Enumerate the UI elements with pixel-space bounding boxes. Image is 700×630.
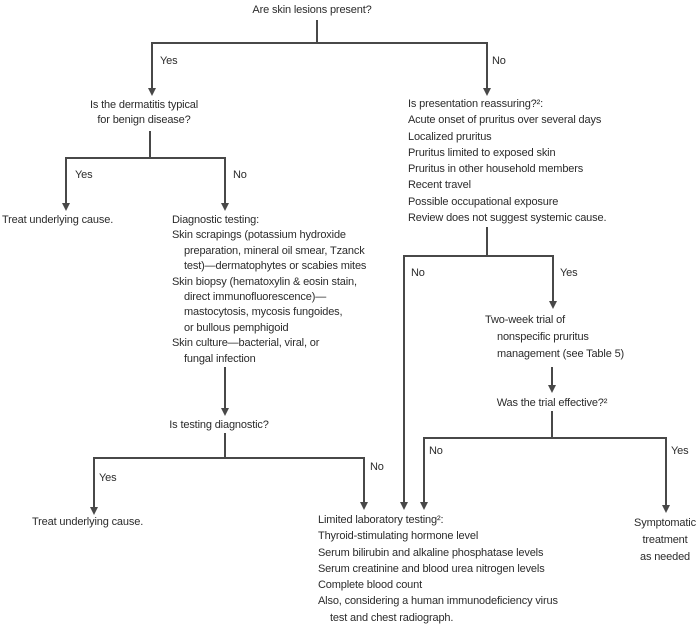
dermatitis-no-line [224,157,226,204]
effective-no-line [423,437,425,503]
edge-label-no: No [429,445,443,457]
dermatitis-stem-line [149,131,151,159]
effective-no-arrowhead-icon [420,502,428,510]
testing-no-line [363,457,365,503]
root-stem-line [316,20,318,44]
edge-label-yes: Yes [160,55,178,67]
reassuring-no-line [403,255,405,503]
root-no-arrowhead-icon [483,88,491,96]
reassuring-no-arrowhead-icon [400,502,408,510]
node-diagnostic-testing: Diagnostic testing: Skin scrapings (potassium hydroxide preparation, mineral oil smear, Tzanck test)—dermatophytes or scabies mites Skin biopsy (hematoxylin & eosin stain, direct immunofluorescence)— mastocytosis, mycosis fungoides, or bullous pemphigoid Skin culture—bacterial, viral, or fungal infection [172,214,367,365]
testing-split-bar [93,457,365,459]
edge-label-yes: Yes [99,472,117,484]
edge-label-yes: Yes [75,169,93,181]
node-symptomatic-treatment: Symptomatic treatment as needed [634,517,696,563]
effective-yes-arrowhead-icon [662,505,670,513]
testing-stem-line [224,433,226,459]
edge-label-yes: Yes [671,445,689,457]
reassuring-yes-line [552,255,554,302]
node-trial-effective-question: Was the trial effective?² [496,397,608,409]
trial-to-question-arrowhead-icon [548,385,556,393]
testing-yes-line [93,457,95,508]
trial-to-question-line [551,367,553,386]
effective-stem-line [551,411,553,439]
node-treat-underlying-bottom: Treat underlying cause. [32,516,144,528]
diagnostic-to-question-line [224,367,226,409]
root-yes-line [151,42,153,89]
effective-split-bar [423,437,667,439]
node-dermatitis-question: Is the dermatitis typical for benign disease? [89,99,199,126]
dermatitis-no-arrowhead-icon [221,203,229,211]
diagnostic-to-question-arrowhead-icon [221,408,229,416]
testing-no-arrowhead-icon [360,502,368,510]
reassuring-split-bar [403,255,554,257]
node-skin-lesions-question: Are skin lesions present? [252,4,372,16]
root-yes-arrowhead-icon [148,88,156,96]
edge-label-no: No [233,169,247,181]
node-limited-lab-testing: Limited laboratory testing²: Thyroid-stimulating hormone level Serum bilirubin and alkaline phosphatase levels Serum creatinine and blood urea nitrogen levels Complete blood count Also, considering a human immunodeficiency virus test and chest radiograph. [318,514,558,624]
effective-yes-line [665,437,667,506]
edge-label-yes: Yes [560,267,578,279]
edge-label-no: No [370,461,384,473]
dermatitis-yes-arrowhead-icon [62,203,70,211]
root-split-bar [151,42,488,44]
edge-label-no: No [411,267,425,279]
node-two-week-trial: Two-week trial of nonspecific pruritus management (see Table 5) [485,314,625,360]
dermatitis-split-bar [65,157,226,159]
testing-yes-arrowhead-icon [90,507,98,515]
reassuring-yes-arrowhead-icon [549,301,557,309]
node-presentation-reassuring: Is presentation reassuring?²: Acute onset of pruritus over several days Localized pruritus Pruritus limited to exposed skin Pruritus in other household members Recent travel Possible occupational exposure Review does not suggest systemic cause. [408,98,607,225]
dermatitis-yes-line [65,157,67,204]
edge-label-no: No [492,55,506,67]
node-testing-diagnostic-question: Is testing diagnostic? [169,419,269,431]
root-no-line [486,42,488,89]
node-treat-underlying-top: Treat underlying cause. [2,214,114,226]
reassuring-stem-line [486,227,488,257]
